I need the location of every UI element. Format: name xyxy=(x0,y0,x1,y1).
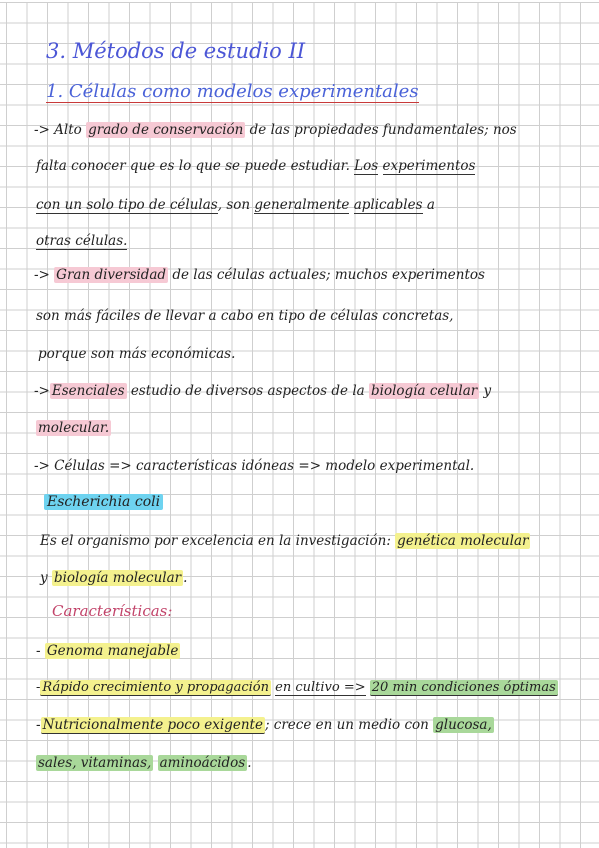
highlight-pink: Esenciales xyxy=(51,383,125,399)
highlight-green: sales, vitaminas, xyxy=(38,755,152,771)
text-span: , son xyxy=(217,197,251,213)
p1-line2 xyxy=(36,157,475,175)
text-span: y xyxy=(483,383,492,399)
ecoli-line1 xyxy=(40,532,530,550)
highlight-green: glucosa, xyxy=(435,717,492,733)
page-edge xyxy=(0,0,599,2)
p3-line2 xyxy=(36,419,111,437)
text-span: son más fáciles de llevar a cabo en tipo de células concretas, xyxy=(36,308,454,324)
text-span: de las propiedades fundamentales; nos xyxy=(249,122,517,138)
underlined-text: experimentos xyxy=(382,158,476,174)
p2-line2 xyxy=(36,307,453,325)
text-span: ; crece en un medio con xyxy=(264,717,429,733)
text-span: estudio de diversos aspectos de la xyxy=(130,383,365,399)
p1-line3 xyxy=(36,196,435,214)
highlight-yellow: Nutricionalmente poco exigente xyxy=(42,717,263,733)
highlight-green: 20 min condiciones óptimas xyxy=(371,680,556,695)
underlined-text: otras células. xyxy=(36,233,128,249)
feature-3-cont xyxy=(36,754,252,772)
text-span: Es el organismo por excelencia en la investigación: xyxy=(40,533,391,549)
underlined-text: Los xyxy=(354,158,379,174)
text-span: a xyxy=(426,197,435,213)
text-span: -> xyxy=(34,267,50,283)
ecoli-heading xyxy=(44,493,163,511)
text-span: - xyxy=(36,680,41,695)
highlight-yellow: Genoma manejable xyxy=(46,643,179,659)
section-subtitle xyxy=(46,81,419,103)
underlined-text: generalmente xyxy=(254,197,350,213)
text-span: y xyxy=(40,570,48,586)
p4-line1 xyxy=(34,457,474,475)
underlined-text: con un solo tipo de células xyxy=(36,197,218,213)
feature-3 xyxy=(36,716,494,734)
highlight-pink: grado de conservación xyxy=(88,122,244,138)
highlight-yellow: biología molecular xyxy=(53,570,182,586)
text-span: - xyxy=(36,643,41,659)
underlined-text: en cultivo => xyxy=(275,680,366,695)
text-span: . xyxy=(183,570,188,586)
highlight-pink: biología celular xyxy=(370,383,478,399)
highlight-yellow: genética molecular xyxy=(397,533,529,549)
highlight-blue: Escherichia coli xyxy=(44,494,163,510)
feature-1 xyxy=(36,642,180,660)
feature-2 xyxy=(36,679,558,697)
text-span: -> xyxy=(34,383,50,399)
highlight-yellow: Rápido crecimiento y propagación xyxy=(42,680,269,695)
text-span: porque son más económicas. xyxy=(38,346,236,362)
text-span: de las células actuales; muchos experimentos xyxy=(172,267,485,283)
underlined-text: aplicables xyxy=(353,197,423,213)
text-span: - xyxy=(36,717,41,733)
text-span: falta conocer que es lo que se puede estudiar. xyxy=(36,158,350,174)
page-title: 3. Métodos de estudio II xyxy=(46,39,306,63)
text-span: -> Células => características idóneas => modelo experimental. xyxy=(34,458,475,474)
highlight-green: aminoácidos xyxy=(159,755,246,771)
text-span: -> Alto xyxy=(34,122,82,138)
p2-line1 xyxy=(34,266,485,284)
subtitle-text: 1. Células como modelos experimentales xyxy=(46,81,419,102)
highlight-pink: molecular. xyxy=(38,420,110,436)
p1-line4 xyxy=(36,232,127,250)
highlight-pink: Gran diversidad xyxy=(56,267,167,283)
p2-line3 xyxy=(38,345,235,363)
features-heading: Características: xyxy=(52,602,173,620)
text-span: . xyxy=(247,755,252,771)
p3-line1 xyxy=(34,382,491,400)
ecoli-line2 xyxy=(40,569,187,587)
p1-line1 xyxy=(34,121,517,139)
